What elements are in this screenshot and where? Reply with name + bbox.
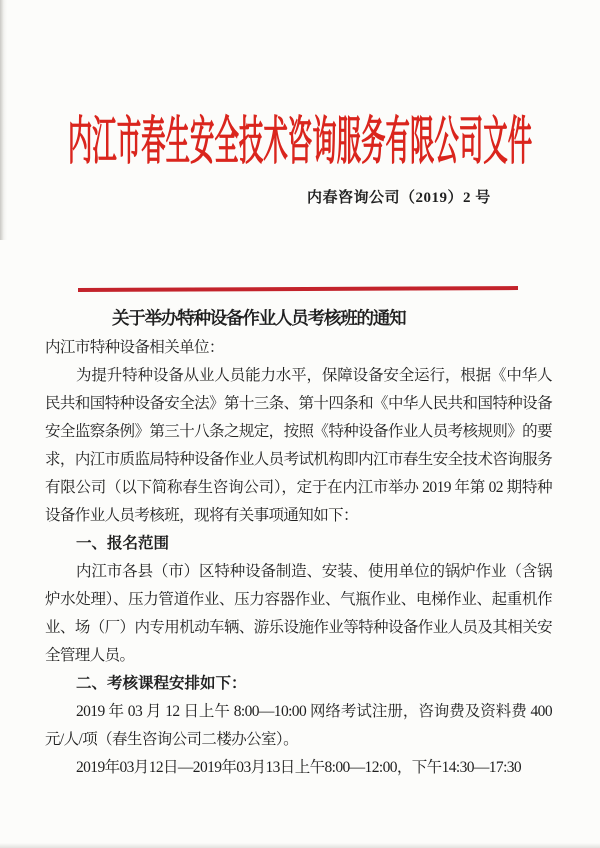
- scope-paragraph: 内江市各县（市）区特种设备制造、安装、使用单位的锅炉作业（含锅炉水处理）、压力管道作业、压力容器作业、气瓶作业、电梯作业、起重机作业、场（厂）内专用机动车辆、游乐设施作业等特种设备作业人员及其相关安全管理人员。: [45, 563, 552, 664]
- intro-paragraph: 为提升特种设备从业人员能力水平，保障设备安全运行，根据《中华人民共和国特种设备安全法》第十三条、第十四条和《中华人民共和国特种设备安全监察条例》第三十八条之规定，按照《特种设备作业人员考核规则》的要求，内江市质监局特种设备作业人员考试机构即内江市春生安全技术咨询服务有限公司（以下简称春生咨询公司），定于在内江市举办 2019 年第 02 期特种设备作业人员考核班，现将有关事项通知如下：: [45, 367, 552, 524]
- schedule-paragraph-1: 2019 年 03 月 12 日上午 8:00—10:00 网络考试注册，咨询费及资料费 400 元/人/项（春生咨询公司二楼办公室）。: [45, 703, 552, 748]
- salutation-line: 内江市特种设备相关单位：: [45, 339, 224, 356]
- document-number: 内春咨询公司（2019）2 号: [307, 190, 491, 206]
- document-body: [45, 334, 552, 782]
- section-heading-2: 二、考核课程安排如下：: [76, 675, 247, 692]
- section-heading-1: 一、报名范围: [76, 535, 170, 552]
- letterhead-banner: [0, 116, 600, 171]
- schedule-paragraph-2: 2019年03月12日—2019年03月13日上午8:00—12:00，下午14:30—17:30: [76, 759, 522, 776]
- notice-title: 关于举办特种设备作业人员考核班的通知: [112, 308, 406, 328]
- letterhead-title: 内江市春生安全技术咨询服务有限公司文件: [67, 114, 533, 171]
- red-divider-rule: [78, 286, 518, 292]
- scan-edge-bottom-artifact: [0, 843, 600, 848]
